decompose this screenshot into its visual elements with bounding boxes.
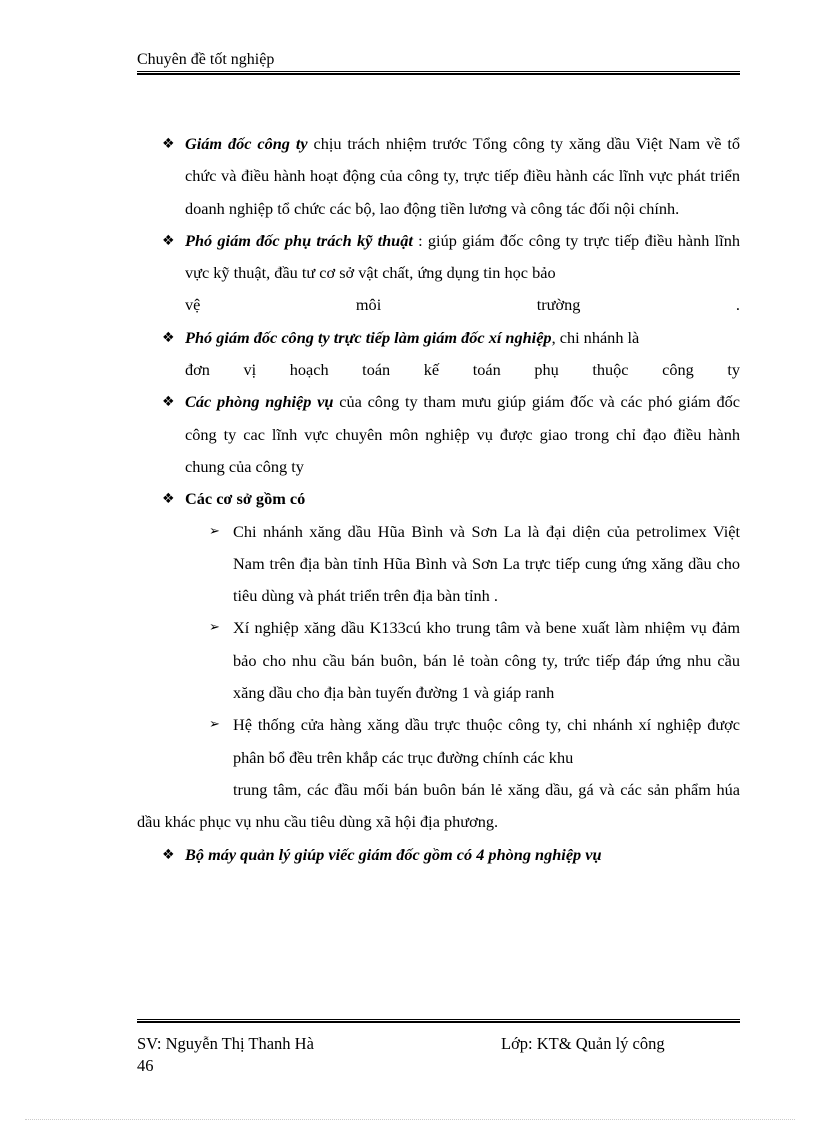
bullet-spread-line: vệ môi trường . [185,295,740,315]
arrowhead-bullet-icon: ➢ [209,620,220,636]
bullet-heading: Các cơ sở gồm có [185,489,306,509]
four-diamond-bullet-icon: ❖ [162,329,175,346]
footer-page-number: 46 [137,1056,154,1075]
sub-item-text: Chi nhánh xăng dầu Hũa Bình và Sơn La là đại diện của petrolimex Việt Nam trên địa bàn tỉnh Hũa Bình và Sơn La trực tiếp cung ứng xăng dầu cho tiêu dùng và phát triển trên địa bàn tỉnh . [233,521,740,606]
header-rule-thin [137,71,740,72]
footer-rule-thin [137,1019,740,1020]
four-diamond-bullet-icon: ❖ [162,394,175,411]
bullet-text: , chi nhánh là [551,327,640,347]
footer-rule-thick [137,1021,740,1023]
bullet-heading: Bộ máy quản lý giúp viếc giám đốc gồm có 4 phòng nghiệp vụ [185,844,602,864]
bullet-giam-doc [137,128,740,225]
footer-student-name: SV: Nguyễn Thị Thanh Hà [137,1034,314,1053]
sub-item-text: Xí nghiệp xăng dầu K133cú kho trung tâm và bene xuất làm nhiệm vụ đảm bảo cho nhu cầu bán buôn, bán lẻ toàn công ty, trức tiếp đáp ứng nhu cầu xăng dầu cho địa bàn tuyến đường 1 và giáp ranh [233,618,740,703]
arrowhead-bullet-icon: ➢ [209,523,220,539]
header-rule-thick [137,73,740,75]
bullet-pho-giam-doc-xi-nghiep [137,322,740,387]
sub-item-xi-nghiep [137,612,740,709]
sub-item-text: Hệ thống cửa hàng xăng dầu trực thuộc công ty, chi nhánh xí nghiệp được phân bổ đều trên khắp các trục đường chính các khu [233,715,740,767]
four-diamond-bullet-icon: ❖ [162,491,175,508]
four-diamond-bullet-icon: ❖ [162,232,175,249]
bullet-heading: Phó giám đốc công ty trực tiếp làm giám đốc xí nghiệp [185,327,552,347]
footer-class-name: Lớp: KT& Quản lý công [501,1034,665,1053]
bullet-pho-giam-doc-ky-thuat [137,225,740,322]
continuation-paragraph: trung tâm, các đầu mối bán buôn bán lẻ xăng dầu, gá và các sản phẩm húa dầu khác phục vụ nhu cầu tiêu dùng xã hội địa phương. [137,779,740,832]
bullet-phong-nghiep-vu [137,386,740,483]
bullet-heading: Các phòng nghiệp vụ [185,392,334,412]
bullet-text: chịu trách nhiệm trước Tổng công ty xăng dầu Việt Nam về tổ chức và điều hành hoạt động của công ty, trực tiếp điều hành các lĩnh vực phát triển doanh nghiệp tổ chức các bộ, lao động tiền lương và công tác đối nội chính. [185,134,740,218]
bullet-heading: Phó giám đốc phụ trách kỹ thuật [185,230,413,250]
bullet-heading: Giám đốc công ty [185,134,308,153]
four-diamond-bullet-icon: ❖ [162,136,175,152]
page-header: Chuyên đề tốt nghiệp [137,51,275,68]
bullet-text: của công ty tham mưu giúp giám đốc và các phó giám đốc công ty cac lĩnh vực chuyên môn nghiệp vụ được giao trong chỉ đạo điều hành chung của công ty [185,392,740,476]
bullet-spread-line: đơn vị hoạch toán kế toán phụ thuộc công ty [185,360,740,380]
sub-item-cua-hang [137,709,740,774]
page-bottom-dotted-border [25,1119,795,1120]
four-diamond-bullet-icon: ❖ [162,846,175,863]
sub-item-chi-nhanh [137,516,740,613]
document-body [137,128,740,871]
bullet-bo-may-quan-ly [137,839,740,871]
bullet-co-so [137,483,740,515]
arrowhead-bullet-icon: ➢ [209,717,220,733]
bullet-text: : giúp giám đốc công ty trực tiếp điều hành lĩnh vực kỹ thuật, đầu tư cơ sở vật chất, ứng dụng tin học bảo [185,230,740,283]
